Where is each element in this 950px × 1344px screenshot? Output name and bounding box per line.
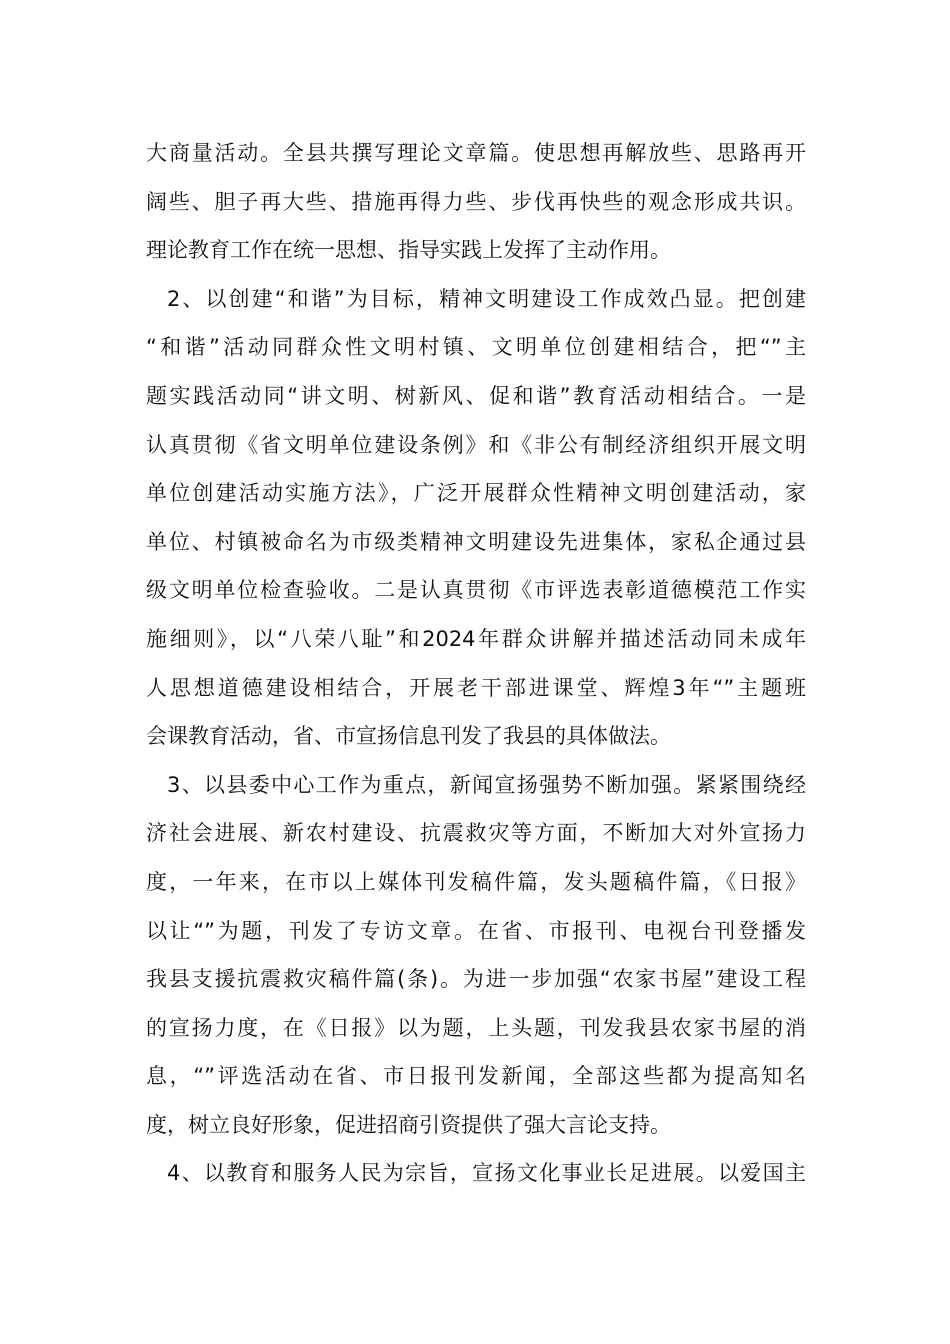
text-line: “和谐”活动同群众性文明村镇、文明单位创建相结合，把“”主 bbox=[146, 335, 806, 360]
text-line: 题实践活动同“讲文明、树新风、促和谐”教育活动相结合。一是 bbox=[146, 383, 806, 408]
paragraph-start-line: 2、以创建“和谐”为目标，精神文明建设工作成效凸显。把创建 bbox=[167, 286, 806, 311]
text-line: 济社会进展、新农村建设、抗震救灾等方面，不断加大对外宣扬力 bbox=[146, 821, 806, 846]
text-line: 以让“”为题，刊发了专访文章。在省、市报刊、电视台刊登播发 bbox=[146, 918, 806, 943]
text-line: 单位创建活动实施方法》，广泛开展群众性精神文明创建活动，家 bbox=[146, 481, 806, 506]
text-line: 理论教育工作在统一思想、指导实践上发挥了主动作用。 bbox=[146, 238, 671, 263]
text-line: 会课教育活动，省、市宣扬信息刊发了我县的具体做法。 bbox=[146, 724, 671, 749]
text-line: 单位、村镇被命名为市级类精神文明建设先进集体，家私企通过县 bbox=[146, 529, 806, 554]
text-line: 阔些、胆子再大些、措施再得力些、步伐再快些的观念形成共识。 bbox=[146, 189, 806, 214]
text-line: 级文明单位检查验收。二是认真贯彻《市评选表彰道德模范工作实 bbox=[146, 578, 806, 603]
text-line: 度，一年来，在市以上媒体刊发稿件篇，发头题稿件篇，《日报》 bbox=[146, 869, 806, 894]
text-line: 我县支援抗震救灾稿件篇(条)。为进一步加强“农家书屋”建设工程 bbox=[146, 967, 806, 992]
paragraph-start-line: 3、以县委中心工作为重点，新闻宣扬强势不断加强。紧紧围绕经 bbox=[167, 772, 806, 797]
text-line: 认真贯彻《省文明单位建设条例》和《非公有制经济组织开展文明 bbox=[146, 432, 806, 457]
document-body bbox=[146, 129, 806, 1198]
text-line: 息，“”评选活动在省、市日报刊发新闻，全部这些都为提高知名 bbox=[146, 1064, 806, 1089]
text-line: 人思想道德建设相结合，开展老干部进课堂、辉煌3年“”主题班 bbox=[146, 675, 806, 700]
text-line: 施细则》，以“八荣八耻”和2024年群众讲解并描述活动同未成年 bbox=[146, 626, 806, 651]
text-line: 的宣扬力度，在《日报》以为题，上头题，刊发我县农家书屋的消 bbox=[146, 1015, 806, 1040]
text-line: 大商量活动。全县共撰写理论文章篇。使思想再解放些、思路再开 bbox=[146, 141, 806, 165]
paragraph-start-line: 4、以教育和服务人民为宗旨，宣扬文化事业长足进展。以爱国主 bbox=[167, 1161, 806, 1186]
text-line: 度，树立良好形象，促进招商引资提供了强大言论支持。 bbox=[146, 1112, 671, 1137]
